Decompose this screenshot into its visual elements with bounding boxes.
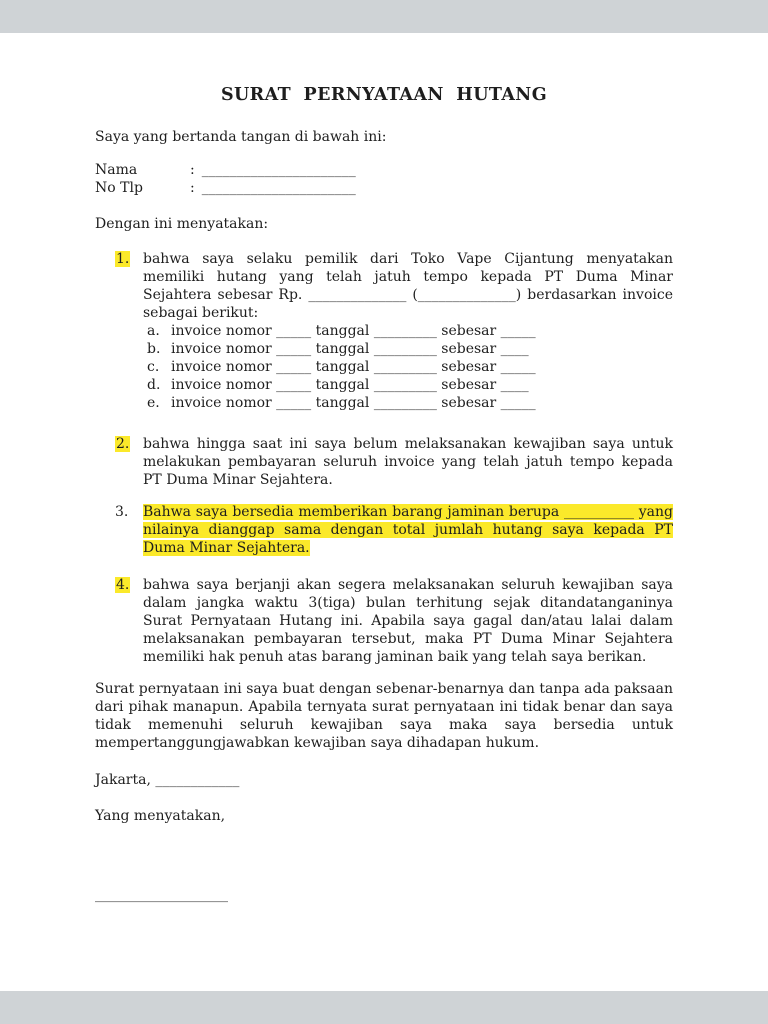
- intro-line: Saya yang bertanda tangan di bawah ini:: [95, 129, 387, 145]
- item-number-text: 2.: [116, 436, 130, 452]
- document-page: [0, 33, 768, 991]
- sub-item-letter: a.: [147, 323, 160, 339]
- document-title: SURAT PERNYATAAN HUTANG: [220, 85, 548, 105]
- item-text: [143, 435, 673, 489]
- field-separator: :: [190, 180, 195, 196]
- invoice-sub-list: [147, 322, 673, 412]
- invoice-sub-item: [147, 340, 673, 358]
- sub-item-text: invoice nomor _____ tanggal _________ sebesar ____: [171, 377, 529, 393]
- statement-lead: Dengan ini menyatakan:: [95, 216, 269, 232]
- invoice-sub-item: [147, 358, 673, 376]
- statement-item: [115, 576, 673, 666]
- highlighted-item-text: Bahwa saya bersedia memberikan barang jaminan berupa __________ yang nilainya dianggap sama dengan total jumlah hutang saya kepada PT Duma Minar Sejahtera.: [143, 504, 673, 556]
- item-number: [115, 503, 143, 557]
- item-text: [143, 576, 673, 666]
- item-number-text: 1.: [116, 251, 130, 267]
- sub-item-text: invoice nomor _____ tanggal _________ sebesar _____: [171, 359, 536, 375]
- identity-field-row: [95, 161, 673, 179]
- item-number-text: 4.: [116, 577, 130, 593]
- sub-item-text: invoice nomor _____ tanggal _________ sebesar _____: [171, 323, 536, 339]
- statement-items: [115, 250, 673, 666]
- field-blank-line: ______________________: [201, 180, 356, 196]
- invoice-sub-item: [147, 376, 673, 394]
- signature-line: ___________________: [95, 887, 228, 903]
- sub-item-text: invoice nomor _____ tanggal _________ sebesar _____: [171, 395, 536, 411]
- statement-item: [115, 503, 673, 557]
- sub-item-letter: d.: [147, 377, 161, 393]
- field-label: Nama: [95, 162, 138, 178]
- field-label: No Tlp: [95, 180, 143, 196]
- sub-item-text: invoice nomor _____ tanggal _________ sebesar ____: [171, 341, 529, 357]
- identity-field-row: [95, 179, 673, 197]
- city-date-line: Jakarta, ____________: [95, 772, 240, 788]
- closing-paragraph: Surat pernyataan ini saya buat dengan sebenar-benarnya dan tanpa ada paksaan dari pihak manapun. Apabila ternyata surat pernyataan ini tidak benar dan saya tidak memenuhi seluruh kewajiban saya maka saya bersedia untuk mempertanggungjawabkan kewajiban saya dihadapan hukum.: [95, 681, 673, 751]
- top-letterbox-bar: [0, 0, 768, 33]
- item-text-content: bahwa saya berjanji akan segera melaksanakan seluruh kewajiban saya dalam jangka waktu 3(tiga) bulan terhitung sejak ditandatanganinya Surat Pernyataan Hutang ini. Apabila saya gagal dan/atau lalai dalam melaksanakan pembayaran tersebut, maka PT Duma Minar Sejahtera memiliki hak penuh atas barang jaminan baik yang telah saya berikan.: [143, 577, 673, 665]
- bottom-letterbox-bar: [0, 991, 768, 1024]
- item-number: [115, 576, 143, 666]
- item-text: [143, 503, 673, 557]
- statement-item: [115, 250, 673, 412]
- statement-item: [115, 435, 673, 489]
- signatory-label: Yang menyatakan,: [95, 808, 226, 824]
- item-text: [143, 250, 673, 412]
- item-number: [115, 250, 143, 412]
- field-blank-line: ______________________: [201, 162, 356, 178]
- item-number: [115, 435, 143, 489]
- sub-item-letter: c.: [147, 359, 160, 375]
- sub-item-letter: e.: [147, 395, 160, 411]
- item-text-content: bahwa saya selaku pemilik dari Toko Vape Cijantung menyatakan memiliki hutang yang telah jatuh tempo kepada PT Duma Minar Sejahtera sebesar Rp. ______________ (______________) berdasarkan invoice sebagai berikut:: [143, 251, 673, 321]
- invoice-sub-item: [147, 322, 673, 340]
- identity-fields: [95, 161, 673, 197]
- invoice-sub-item: [147, 394, 673, 412]
- sub-item-letter: b.: [147, 341, 161, 357]
- item-number-text: 3.: [115, 504, 129, 520]
- field-separator: :: [190, 162, 195, 178]
- item-text-content: bahwa hingga saat ini saya belum melaksanakan kewajiban saya untuk melakukan pembayaran seluruh invoice yang telah jatuh tempo kepada PT Duma Minar Sejahtera.: [143, 436, 673, 488]
